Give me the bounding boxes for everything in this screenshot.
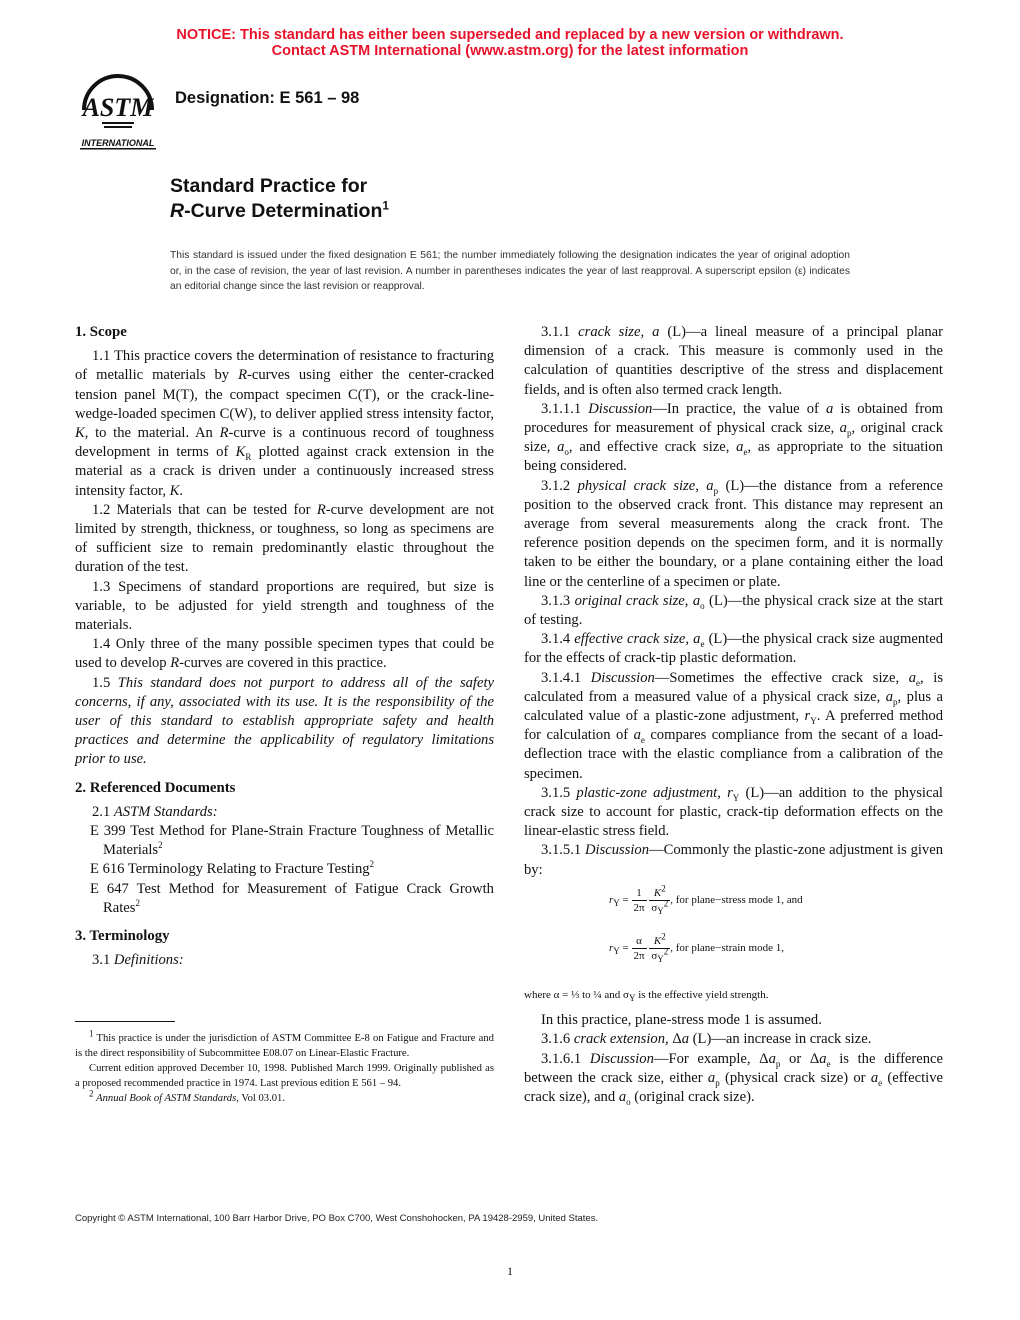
paragraph-1-2: 1.2 Materials that can be tested for R-curve development are not limited by strength, thickness, or toughness, so long as specimens are of sufficient size to remain predominantly elastic throughout the duration of the test. <box>75 501 494 576</box>
paragraph-3-1-5-1: 3.1.5.1 Discussion—Commonly the plastic-zone adjustment is given by: <box>524 842 943 878</box>
left-column <box>75 323 494 971</box>
astm-logo <box>74 72 162 152</box>
paragraph-3-1-5: 3.1.5 plastic-zone adjustment, $r_Y$ (L)—an addition to the physical crack size to account for plastic, crack-tip deformation effects on the linear-elastic stress field. <box>524 784 943 840</box>
notice-line-1: NOTICE: This standard has either been superseded and replaced by a new version or withdrawn. <box>176 27 844 43</box>
paragraph-1-1: 1.1 This practice covers the determination of resistance to fracturing of metallic materials by R-curves using either the center-cracked tension panel M(T), the compact specimen C(T), or the crack-line-wedge-loaded specimen C(W), to deliver applied stress intensity factor, K, to the material. An R-curve is a continuous record of toughness development in terms of $K_R$ plotted against crack extension in the material as a crack is driven under a continuously increased stress intensity factor, K. <box>75 348 495 499</box>
paragraph-1-3: 1.3 Specimens of standard proportions are required, but size is variable, to be adjusted for yield strength and toughness of the materials. <box>75 578 494 634</box>
copyright-line: Copyright © ASTM International, 100 Barr Harbor Drive, PO Box C700, West Conshohocken, PA 19428-2959, United States. <box>75 1213 599 1224</box>
logo-subtitle: INTERNATIONAL <box>81 138 155 148</box>
paragraph-3-1-1: 3.1.1 crack size, a (L)—a lineal measure of a principal planar dimension of a crack. This measure is commonly used in the calculation of quantities descriptive of the stress and displacement fields, and is often also termed crack length. <box>524 324 943 398</box>
paragraph-1-5: 1.5 This standard does not purport to address all of the safety concerns, if any, associated with its use. It is the responsibility of the user of this standard to establish appropriate safety and health practices and determine the applicability of regulatory limitations prior to use. <box>75 674 494 768</box>
footnotes <box>75 1028 494 1106</box>
preface-note: This standard is issued under the fixed designation E 561; the number immediately following the designation indicates the year of original adoption or, in the case of revision, the year of last revision. A number in parentheses indicates the year of last reapproval. A superscript epsilon (ε) indicates an editorial change since the last revision or reapproval. <box>170 250 850 292</box>
paragraph-3-1-4-1: 3.1.4.1 Discussion—Sometimes the effective crack size, $a_e$, is calculated from a measured value of a physical crack size, $a_p$, plus a calculated value of a plastic-zone adjustment, $r_Y$. A preferred method for calculation of $a_e$ compares compliance from the secant of a load-deflection trace with the elastic compliance from a calibration of the specimen. <box>524 669 944 782</box>
footnote-1-edition: Current edition approved December 10, 1998. Published March 1999. Originally published as a proposed recommended practice in 1974. Last previous edition E 561 – 94. <box>75 1063 494 1089</box>
title-line-1: Standard Practice for <box>170 175 368 197</box>
paragraph-3-1-2: 3.1.2 physical crack size, $a_p$ (L)—the distance from a reference position to the observed crack front. This distance may represent an average from several measurements along the crack front. The reference position depends on the specimen form, and it is normally taken to be either the boundary, or a plane containing either the load line or the centerline of a specimen or plate. <box>524 477 943 590</box>
section-heading-scope: 1. Scope <box>75 324 127 340</box>
logo-text: ASTM <box>82 93 154 122</box>
right-column <box>524 323 943 1107</box>
title-line-2: R-Curve Determination$^1$ <box>170 198 390 222</box>
paragraph-3-1-3: 3.1.3 original crack size, $a_o$ (L)—the physical crack size at the start of testing. <box>524 592 943 629</box>
equation-plane-strain: $r_Y$ = $\frac{\alpha}{2\pi}$ $\frac{K^2}{\sigma_Y^2}$ , for plane−strain mode 1, <box>609 931 784 965</box>
paragraph-3-1: 3.1 Definitions: <box>92 952 184 969</box>
withdrawal-notice <box>0 27 1020 59</box>
paragraph-3-1-4: 3.1.4 effective crack size, $a_e$ (L)—the physical crack size augmented for the effects of crack-tip plastic deformation. <box>524 631 943 667</box>
notice-line-2: Contact ASTM International (www.astm.org) for the latest information <box>271 43 749 59</box>
reference-e616: E 616 Terminology Relating to Fracture Testing$^2$ <box>90 859 375 878</box>
paragraph-1-4: 1.4 Only three of the many possible specimen types that could be used to develop R-curves are covered in this practice. <box>75 636 494 672</box>
paragraph-3-1-1-1: 3.1.1.1 Discussion—In practice, the value of a is obtained from procedures for measurement of physical crack size, $a_p$, original crack size, $a_o$, and effective crack size, $a_e$, as appropriate to the situation being considered. <box>524 400 944 475</box>
designation: Designation: E 561 – 98 <box>175 89 360 107</box>
section-heading-referenced-documents: 2. Referenced Documents <box>75 779 236 796</box>
equation-plane-stress: $r_Y$ = $\frac{1}{2\pi}$ $\frac{K^2}{\sigma_Y^2}$ , for plane−stress mode 1, and <box>609 883 803 917</box>
paragraph-3-1-6: 3.1.6 crack extension, Δa (L)—an increase in crack size. <box>541 1031 872 1048</box>
equation-where-clause: where α = ⅓ to ¼ and $\sigma_Y$ is the effective yield strength. <box>524 988 769 1004</box>
footnote-2: $^2$ Annual Book of ASTM Standards, Vol 03.01. <box>89 1088 285 1104</box>
reference-e647: E 647 Test Method for Measurement of Fatigue Crack Growth Rates$^2$ <box>90 880 494 916</box>
paragraph-assumption: In this practice, plane-stress mode 1 is assumed. <box>541 1012 822 1029</box>
reference-e399: E 399 Test Method for Plane-Strain Fracture Toughness of Metallic Materials$^2$ <box>90 823 494 859</box>
paragraph-2-1: 2.1 ASTM Standards: <box>92 803 218 820</box>
section-heading-terminology: 3. Terminology <box>75 928 170 945</box>
paragraph-3-1-6-1: 3.1.6.1 Discussion—For example, $\Delta a_p$ or $\Delta a_e$ is the difference between the crack size, either $a_p$ (physical crack size) or $a_e$ (effective crack size), and $a_o$ (original crack size). <box>524 1050 944 1107</box>
footnote-rule <box>75 1021 175 1022</box>
document-title <box>170 174 389 224</box>
footnote-1: $^1$ This practice is under the jurisdiction of ASTM Committee E-8 on Fatigue and Fracture and is the direct responsibility of Subcommittee E08.07 on Linear-Elastic Fracture. <box>75 1028 494 1059</box>
page-number: 1 <box>507 1264 513 1278</box>
